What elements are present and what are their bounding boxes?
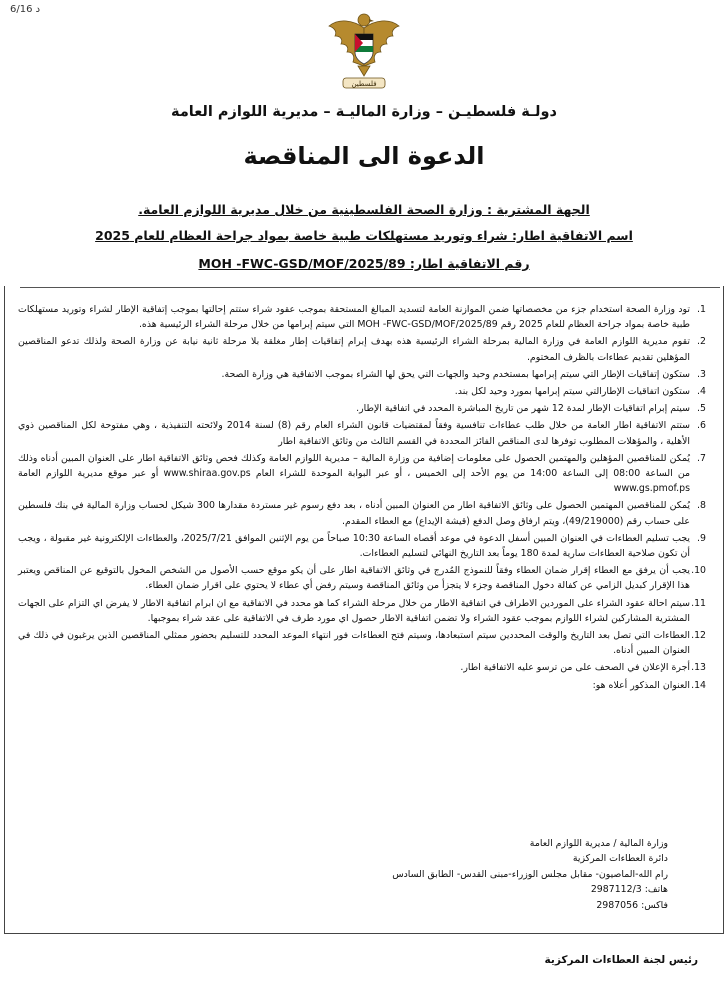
address-block (392, 836, 668, 913)
palestine-eagle-emblem-icon (325, 6, 403, 98)
clauses-list (18, 302, 706, 695)
clause-13: 13. أجرة الإعلان في الصحف على من ترسو عليه الاتفاقية اطار. (460, 662, 706, 674)
clause-7: 7. يُمكن للمناقصين المؤهلين والمهتمين الحصول على معلومات إضافية من وزارة المالية – مديرية اللوازم العامة وكذلك فحص وثائق الاتفاقية اطار على العنوان المبين أدناه وذلك من الساعة 08:00 إلى الساعة 14:00 من يوم الأحد إلى الخميس ، أو عبر البوابة الموحدة للشراء العام www.shiraa.gov.ps أو عبر موقع مديرية اللوازم العامة www.gs.pmof.ps (18, 452, 706, 495)
clause-6: 6. ستتم الاتفاقية اطار العامة من خلال طلب عطاءات تنافسية وفقاً لمقتضيات قانون الشراء العام رقم (8) لسنة 2014 ولائحته التنفيذية ، وهي مفتوحة لكل المناقصين ذوي الأهلية ، والمؤهلات المطلوب توفرها لدى المناقص الفائز المحددة في القسم الثالث من وثائق الاتفاقية اطار (18, 420, 706, 447)
address-line-3: رام الله-الماصيون- مقابل مجلس الوزراء-مبنى القدس- الطابق السادس (392, 868, 668, 880)
page-number: 6/16 د (10, 4, 41, 15)
clause-11: 11. سيتم احالة عقود الشراء على الموردين الاطراف في اتفاقية الاطار من خلال مرحلة الشراء كما هو محدد في الاتفاقية مع ان ابرام اتفاقية الاطار لا يفرض اي التزام على الجهات المشترية المشاركين لشراء اللوازم بموجب عقود الشراء ولا تضمن اتفاقية الاطار حصول اي مورد طرف في الاتفاقية على عقد شراء بموجبها. (18, 597, 706, 624)
clause-9: 9. يجب تسليم العطاءات في العنوان المبين أسفل الدعوة في موعد أقصاه الساعة 10:30 صباحاً من يوم الإثنين الموافق 2025/7/21، والعطاءات الإلكترونية غير مقبولة ، ويجب أن تكون صلاحية العطاءات سارية لمدة 180 يوماً بعد التاريخ النهائي لتسليم العطاءات. (18, 532, 706, 560)
buyer-line: الجهة المشترية : وزارة الصحة الفلسطينية من خلال مديرية اللوازم العامة. (138, 202, 590, 217)
signature-line: رئيس لجنة العطاءات المركزية (544, 954, 698, 966)
agreement-number: رقم الاتفاقية اطار: MOH -FWC-GSD/MOF/2025/89 (198, 256, 530, 271)
page-title: الدعوة الى المناقصة (243, 142, 485, 170)
clause-8: 8. يُمكن للمناقصين المهتمين الحصول على وثائق الاتفاقية اطار من العنوان المبين أدناه ، بعد دفع رسوم غير مستردة مقدارها 300 شيكل لحساب وزارة المالية في بنك فلسطين على حساب رقم (49/219000)، ويتم ارفاق وصل الدفع (قيشة الإيداع) مع العطاء المقدم. (18, 500, 706, 527)
clause-12: 12. العطاءات التي تصل بعد التاريخ والوقت المحددين سيتم استبعادها، وسيتم فتح العطاءات فور انتهاء الموعد المحدد للتسليم بحضور ممثلي المناقصين الذين يرغبون في ذلك في العنوان المبين أدناه. (18, 630, 706, 657)
clause-2: 2. تقوم مديرية اللوازم العامة في وزارة المالية بمرحلة الشراء الرئيسية هذه بهدف إبرام إتفاقيات إطار مغلقة بلا مرحلة ثانية نيابة عن وزارة الصحة ولذلك تدعو المناقصين المؤهلين تقديم عطاءات بالظرف المختوم. (18, 336, 706, 363)
address-fax: فاكس: 2987056 (596, 899, 668, 911)
agreement-name: اسم الاتفاقية اطار: شراء وتوريد مستهلكات طبية خاصة بمواد جراحة العظام للعام 2025 (95, 228, 633, 243)
address-line-1: وزارة المالية / مديرية اللوازم العامة (529, 838, 668, 849)
address-phone: هاتف: 2987112/3 (590, 884, 668, 896)
clause-4: 4. ستكون اتفاقيات الإطارالتي سيتم إبرامها بمورد وحيد لكل بند. (454, 386, 706, 398)
clause-14: 14. العنوان المذكور أعلاه هو: (592, 679, 706, 691)
emblem-caption: فلسطين (351, 80, 377, 88)
address-line-2: دائرة العطاءات المركزية (572, 853, 668, 865)
ministry-line: دولـة فلسطيـن – وزارة الماليـة – مديرية اللوازم العامة (171, 104, 557, 120)
clause-1: 1. تود وزارة الصحة استخدام جزء من مخصصاتها ضمن الموازنة العامة لتسديد المبالغ المستحقة بموجب عقود شراء ستتم إحالتها بموجب إتفاقية الإطار لشراء وتوريد مستهلكات طبية خاصة بمواد جراحة العظام للعام 2025 رقم MOH -FWC-GSD/MOF/2025/89 التي سيتم إبرامها من خلال مرحلة الشراء الرئيسية هذه. (18, 304, 706, 331)
clause-10: 10. يجب أن يرفق مع العطاء إقرار ضمان العطاء وفقاً للنموذج المُدرج في وثائق الاتفاقية اطار على أن يكو موقع حسب الأصول من الشخص المخول بالتوقيع عن المناقص ويعتبر هذا الإقرار كبديل الزامي عن كفالة دخول المناقصة وجزء لا يتجزأ من وثائق المناقصة وسيتم رفض أي عطاء لا يحتوي على اقرار ضمان العطاء. (18, 565, 706, 592)
clause-5: 5. سيتم إبرام اتفاقيات الإطار لمدة 12 شهر من تاريخ المباشرة المحدد في اتفاقية الإطار. (356, 403, 706, 415)
clause-3: 3. ستكون إتفاقيات الإطار التي سيتم إبرامها بمستخدم وحيد والجهات التي يحق لها الشراء بموجب الاتفاقية هي وزارة الصحة. (221, 368, 706, 380)
